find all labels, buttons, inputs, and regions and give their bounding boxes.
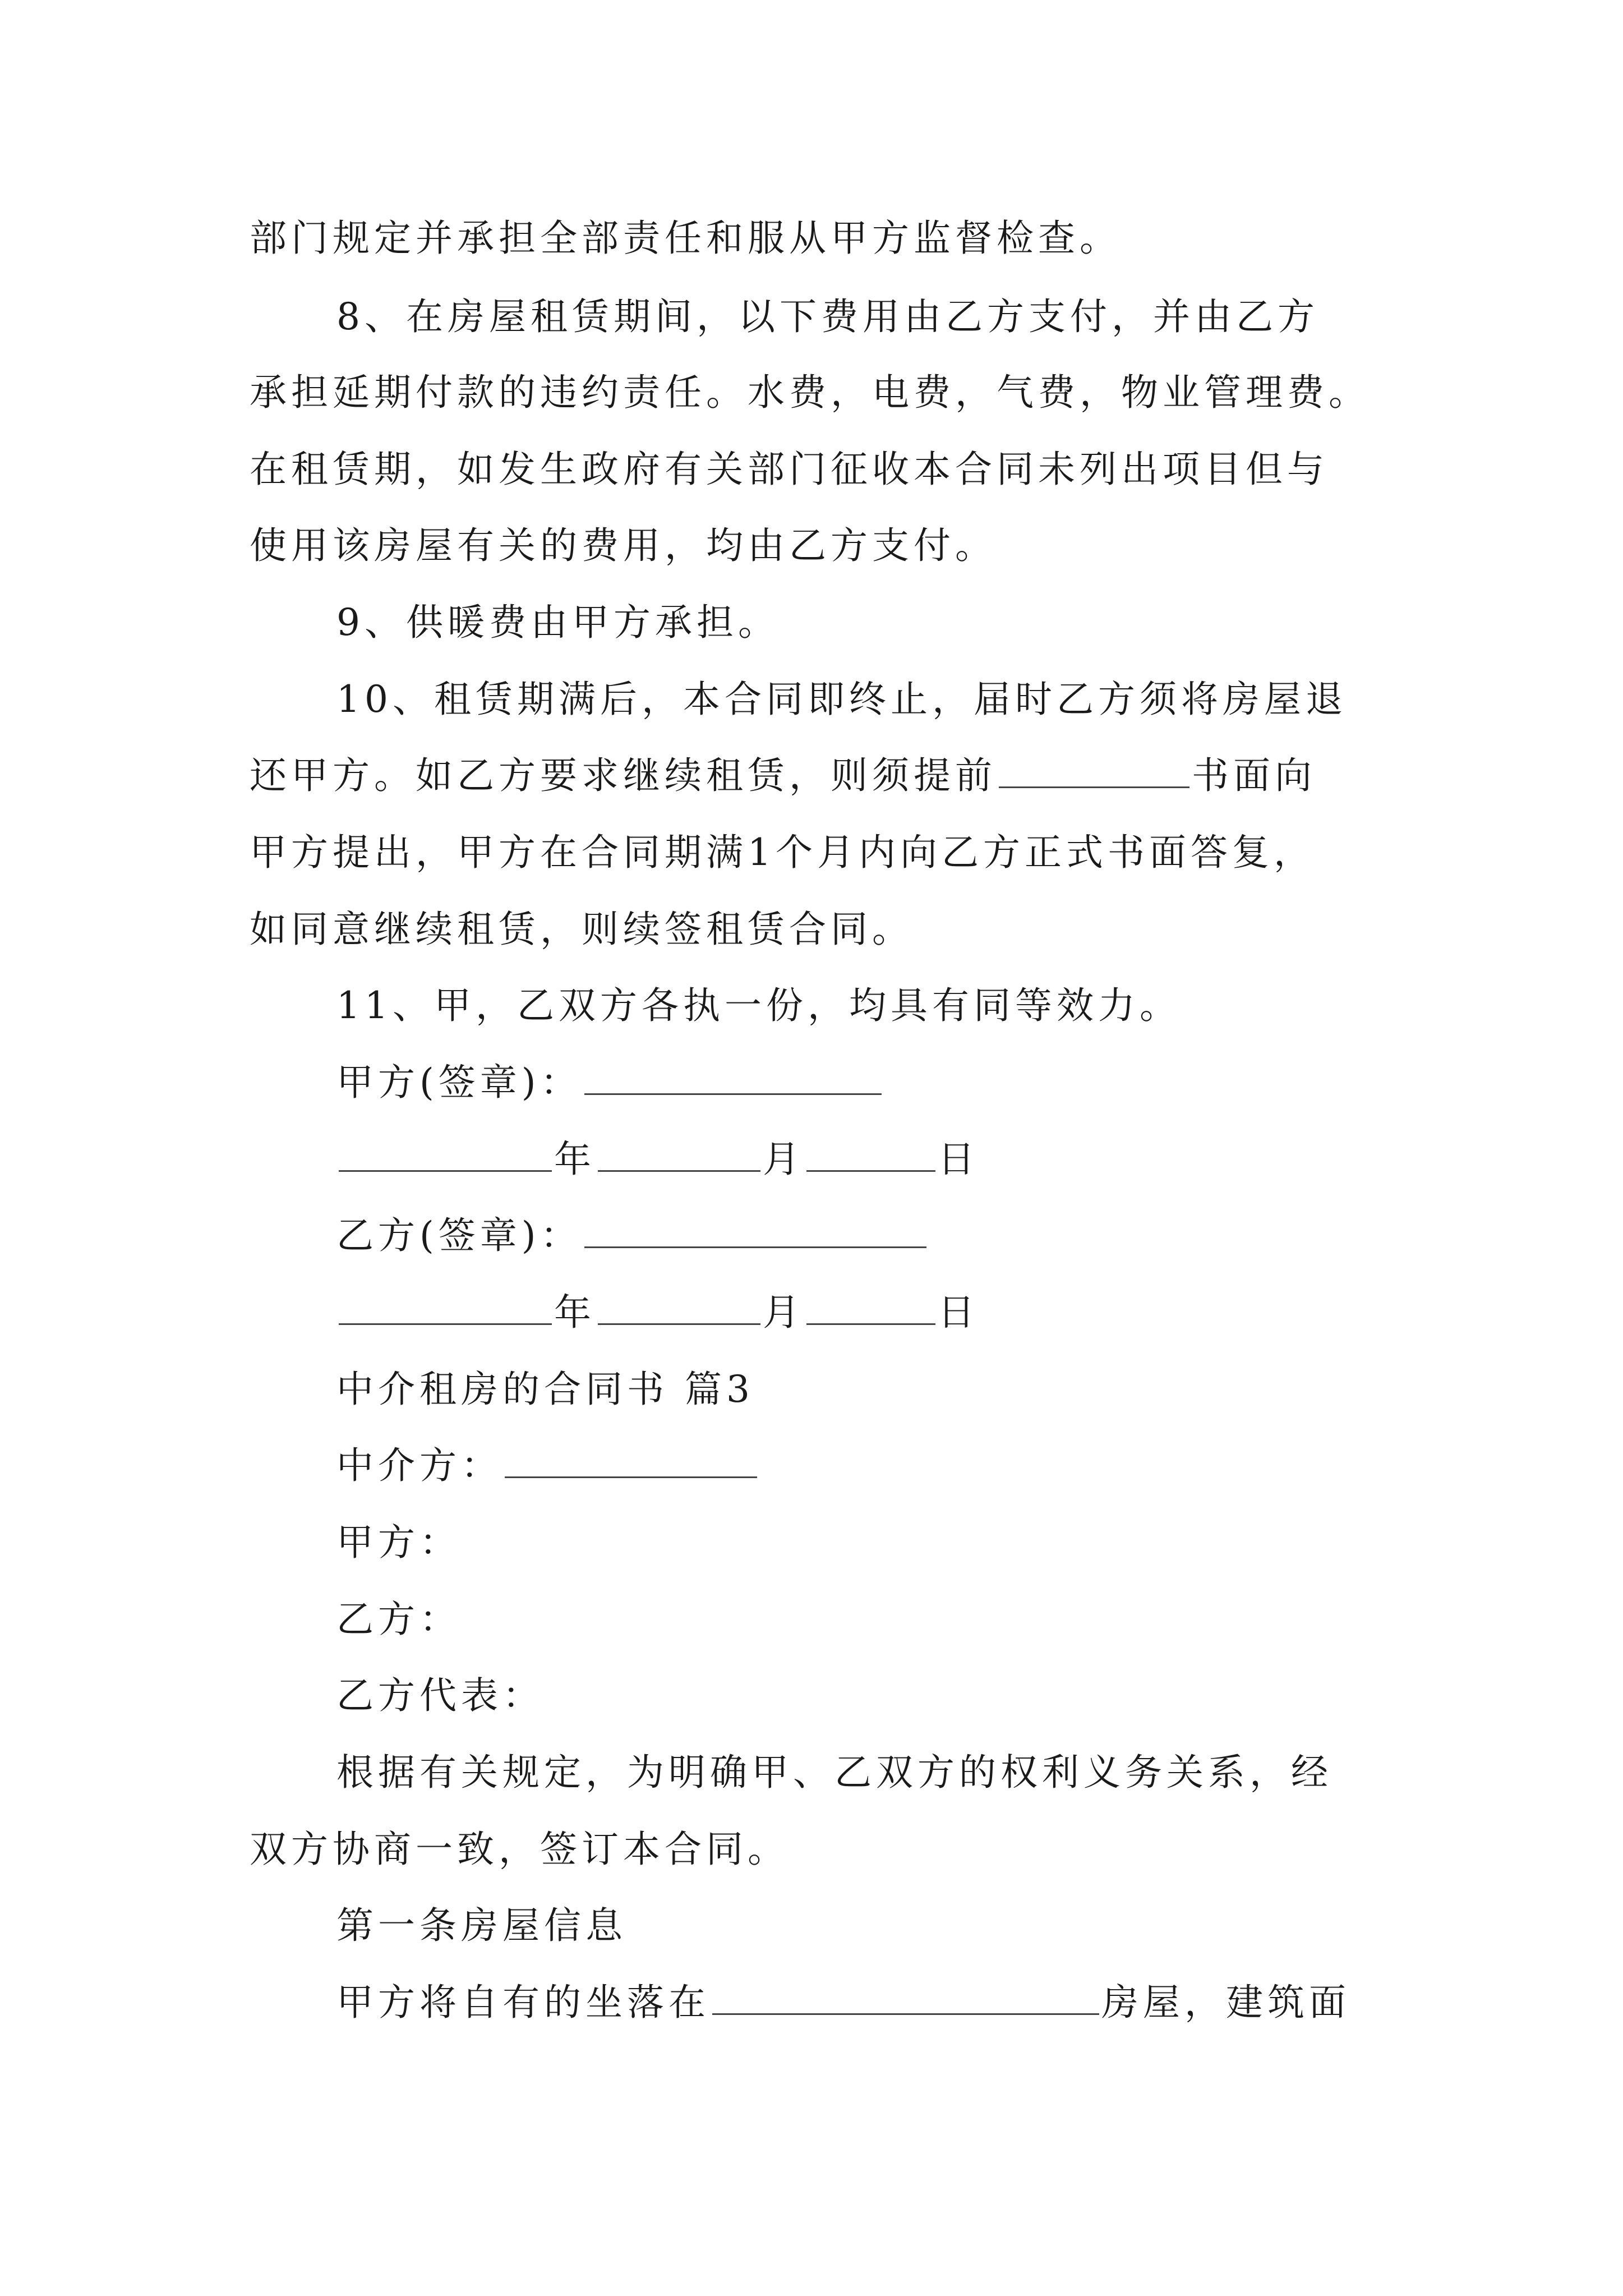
party-a-date [336, 1137, 979, 1182]
day-blank[interactable] [806, 1139, 935, 1172]
renewal-line [250, 753, 1316, 798]
day-label: 日 [938, 1291, 979, 1334]
month-label: 月 [763, 1291, 804, 1334]
party-b-date [336, 1290, 979, 1335]
preamble: 根据有关规定，为明确甲、乙双方的权利义务关系，经 [336, 1751, 1332, 1794]
agent-label: 中介方： [336, 1444, 502, 1487]
text-line: 甲方提出，甲方在合同期满1个月内向乙方正式书面答复， [250, 831, 1315, 874]
party-a-signature [336, 1060, 884, 1105]
article-1-text-before: 甲方将自有的坐落在 [336, 1981, 710, 2024]
text-line: 在租赁期，如发生政府有关部门征收本合同未列出项目但与 [250, 448, 1329, 491]
text-line: 如同意继续租赁，则续签租赁合同。 [250, 908, 914, 951]
article-1-title: 第一条房屋信息 [336, 1904, 627, 1947]
party-a-line: 甲方： [336, 1521, 461, 1564]
party-b-signature-blank[interactable] [584, 1215, 926, 1248]
section-title: 中介租房的合同书 篇3 [336, 1368, 754, 1411]
text-line: 部门规定并承担全部责任和服从甲方监督检查。 [250, 217, 1121, 260]
party-b-signature-label: 乙方(签章)： [336, 1214, 582, 1257]
day-label: 日 [938, 1138, 979, 1181]
clause-9: 9、供暖费由甲方承担。 [336, 601, 780, 644]
party-b-rep-line: 乙方代表： [336, 1674, 544, 1717]
renewal-notice-blank[interactable] [999, 755, 1189, 788]
renewal-text-before: 还甲方。如乙方要求继续租赁，则须提前 [250, 754, 997, 797]
year-label: 年 [554, 1138, 596, 1181]
year-label: 年 [554, 1291, 596, 1334]
day-blank[interactable] [806, 1292, 935, 1325]
preamble-continued: 双方协商一致，签订本合同。 [250, 1828, 789, 1871]
text-line: 使用该房屋有关的费用，均由乙方支付。 [250, 524, 997, 567]
clause-10: 10、租赁期满后，本合同即终止，届时乙方须将房屋退 [336, 678, 1347, 721]
month-label: 月 [763, 1138, 804, 1181]
party-a-signature-blank[interactable] [584, 1062, 882, 1095]
month-blank[interactable] [598, 1139, 760, 1172]
year-blank[interactable] [339, 1139, 552, 1172]
party-b-signature [336, 1213, 929, 1258]
renewal-text-after: 书面向 [1192, 754, 1316, 797]
article-1-text-after: 房屋，建筑面 [1101, 1981, 1350, 2024]
house-location-blank[interactable] [712, 1982, 1099, 2015]
year-blank[interactable] [339, 1292, 552, 1325]
article-1-text [336, 1980, 1350, 2025]
agent-blank[interactable] [505, 1445, 757, 1478]
clause-11: 11、甲，乙双方各执一份，均具有同等效力。 [336, 984, 1181, 1027]
party-a-signature-label: 甲方(签章)： [336, 1061, 582, 1104]
agent-line [336, 1443, 759, 1488]
month-blank[interactable] [598, 1292, 760, 1325]
clause-8: 8、在房屋租赁期间，以下费用由乙方支付，并由乙方 [336, 295, 1319, 338]
text-line: 承担延期付款的违约责任。水费，电费，气费，物业管理费。 [250, 371, 1370, 414]
party-b-line: 乙方： [336, 1598, 461, 1641]
